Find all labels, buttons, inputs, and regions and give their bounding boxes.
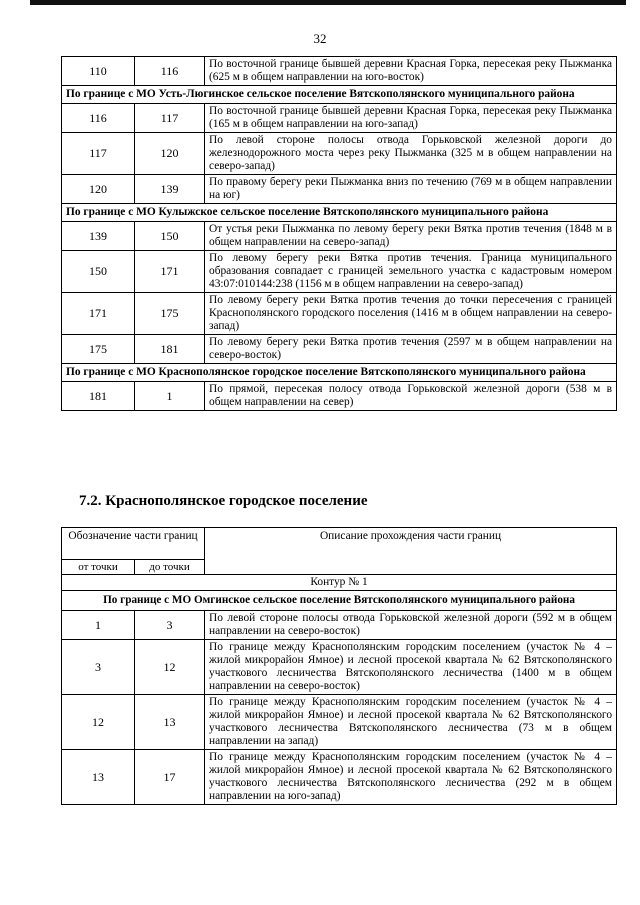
- to-point: 12: [135, 640, 205, 695]
- top-scan-border: [30, 0, 626, 5]
- section-row: По границе с МО Омгинское сельское поселение Вятскополянского муниципального района: [62, 591, 617, 611]
- from-point: 1: [62, 611, 135, 640]
- table-row: [62, 293, 617, 335]
- header-desc-label: Описание прохождения части границ: [205, 528, 617, 575]
- boundary-table-continued: [61, 56, 617, 411]
- section-row: [62, 364, 617, 382]
- table-row: [62, 750, 617, 805]
- boundary-table-krasnopolyanskoe: [61, 527, 617, 805]
- section-title: По границе с МО Усть-Люгинское сельское поселение Вятскополянского муниципального района: [62, 86, 617, 104]
- boundary-description: По левому берегу реки Вятка против течения (2597 м в общем направлении на северо-восток): [205, 335, 617, 364]
- boundary-description: По правому берегу реки Пыжманка вниз по течению (769 м в общем направлении на юг): [205, 175, 617, 204]
- section-title: По границе с МО Краснополянское городское поселение Вятскополянского муниципального района: [62, 364, 617, 382]
- from-point: 181: [62, 382, 135, 411]
- table-row: [62, 104, 617, 133]
- boundary-description: По левому берегу реки Вятка против течения. Граница муниципального образования совпадает с границей земельного участка с кадастровым номером 43:07:010144:238 (1156 м в общем направлении на северо-запад): [205, 251, 617, 293]
- boundary-description: От устья реки Пыжманка по левому берегу реки Вятка против течения (1848 м в общем направлении на северо-запад): [205, 222, 617, 251]
- to-point: 171: [135, 251, 205, 293]
- from-point: 171: [62, 293, 135, 335]
- to-point: 117: [135, 104, 205, 133]
- section-heading: 7.2. Краснополянское городское поселение: [79, 493, 368, 509]
- from-point: 139: [62, 222, 135, 251]
- table-row: [62, 640, 617, 695]
- boundary-description: По границе между Краснополянским городским поселением (участок № 4 – жилой микрорайон Ямное) и лесной просекой квартала № 62 Вятскополянского участкового лесничества Вятскополянского лесничества (1400 м в общем направлении на северо-восток): [205, 640, 617, 695]
- to-point: 150: [135, 222, 205, 251]
- boundary-description: По восточной границе бывшей деревни Красная Горка, пересекая реку Пыжманка (625 м в общем направлении на юго-восток): [205, 57, 617, 86]
- table-row: [62, 133, 617, 175]
- boundary-description: По левой стороне полосы отвода Горьковской железной дороги (592 м в общем направлении на северо-восток): [205, 611, 617, 640]
- from-point: 116: [62, 104, 135, 133]
- to-point: 13: [135, 695, 205, 750]
- table-row: [62, 335, 617, 364]
- header-part-label: Обозначение части границ: [62, 528, 205, 560]
- table-row: [62, 222, 617, 251]
- table-row: [62, 695, 617, 750]
- section-row: [62, 86, 617, 104]
- section-title: По границе с МО Кулыжское сельское поселение Вятскополянского муниципального района: [62, 204, 617, 222]
- to-point: 116: [135, 57, 205, 86]
- table-row: [62, 611, 617, 640]
- from-point: 175: [62, 335, 135, 364]
- boundary-description: По границе между Краснополянским городским поселением (участок № 4 – жилой микрорайон Ямное) и лесной просекой квартала № 62 Вятскополянского участкового лесничества Вятскополянского лесничества (292 м в общем направлении на юго-запад): [205, 750, 617, 805]
- to-point: 175: [135, 293, 205, 335]
- to-point: 1: [135, 382, 205, 411]
- boundary-description: По левому берегу реки Вятка против течения до точки пересечения с границей Краснополянского городского поселения (1416 м в общем направлении на северо-запад): [205, 293, 617, 335]
- to-point: 3: [135, 611, 205, 640]
- from-point: 110: [62, 57, 135, 86]
- from-point: 12: [62, 695, 135, 750]
- from-point: 150: [62, 251, 135, 293]
- to-point: 139: [135, 175, 205, 204]
- boundary-description: По границе между Краснополянским городским поселением (участок № 4 – жилой микрорайон Ямное) и лесной просекой квартала № 62 Вятскополянского участкового лесничества Вятскополянского лесничества (73 м в общем направлении на запад): [205, 695, 617, 750]
- table-row: [62, 175, 617, 204]
- page-number: 32: [313, 31, 327, 46]
- boundary-description: По левой стороне полосы отвода Горьковской железной дороги до железнодорожного моста через реку Пыжманка (325 м в общем направлении на северо-запад): [205, 133, 617, 175]
- header-from-label: от точки: [62, 560, 135, 575]
- section-row: [62, 204, 617, 222]
- header-to-label: до точки: [135, 560, 205, 575]
- table-row: [62, 382, 617, 411]
- from-point: 117: [62, 133, 135, 175]
- from-point: 120: [62, 175, 135, 204]
- from-point: 3: [62, 640, 135, 695]
- contour-label: Контур № 1: [62, 575, 617, 591]
- from-point: 13: [62, 750, 135, 805]
- boundary-description: По восточной границе бывшей деревни Красная Горка, пересекая реку Пыжманка (165 м в общем направлении на юго-запад): [205, 104, 617, 133]
- to-point: 181: [135, 335, 205, 364]
- boundary-description: По прямой, пересекая полосу отвода Горьковской железной дороги (538 м в общем направлении на север): [205, 382, 617, 411]
- table-row: [62, 251, 617, 293]
- table-row: [62, 57, 617, 86]
- to-point: 17: [135, 750, 205, 805]
- to-point: 120: [135, 133, 205, 175]
